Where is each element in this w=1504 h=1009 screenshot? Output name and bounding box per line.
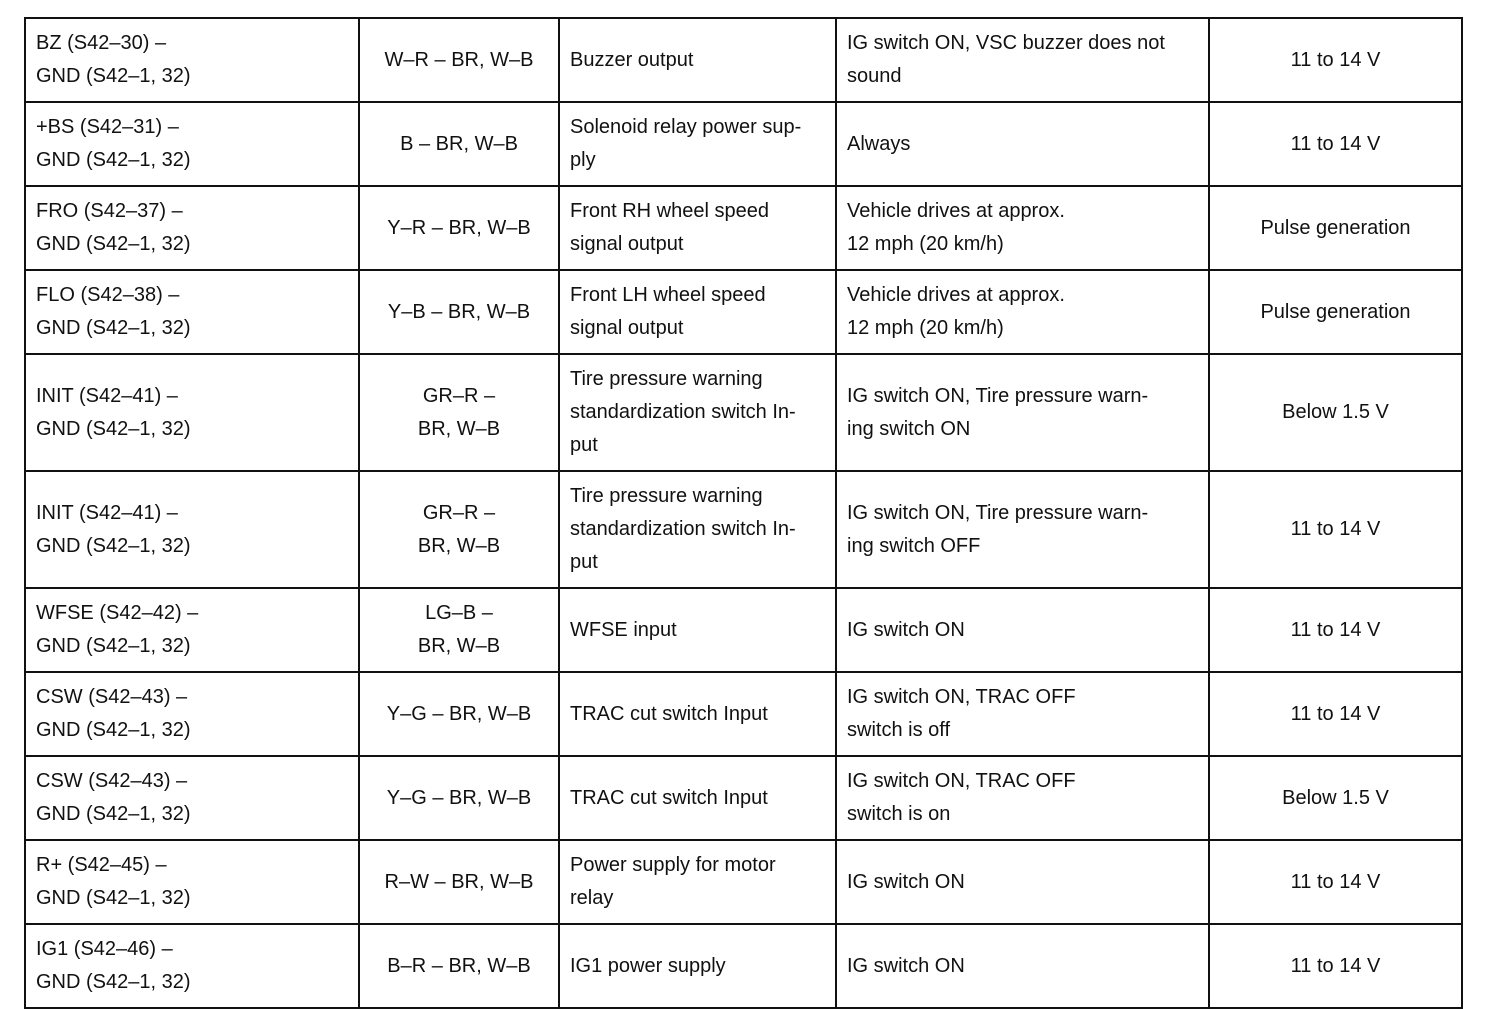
terminal-cell [25, 354, 359, 471]
terminal-description-cell-line: Front LH wheel speed [570, 284, 766, 306]
terminal-description-cell [559, 102, 836, 186]
wiring-color-cell [359, 102, 559, 186]
terminal-cell [25, 840, 359, 924]
condition-cell [836, 18, 1209, 102]
table-row [25, 672, 1462, 756]
terminal-cell [25, 102, 359, 186]
specified-condition-cell-value: 11 to 14 V [1290, 48, 1381, 71]
terminal-cell-line: GND (S42–1, 32) [36, 317, 191, 339]
specified-condition-cell [1209, 756, 1462, 840]
terminal-description-cell [559, 840, 836, 924]
condition-cell-line: Always [847, 132, 911, 155]
terminal-description-cell-line: put [570, 434, 598, 456]
wiring-color-cell [359, 18, 559, 102]
condition-cell-line: switch is off [847, 719, 950, 741]
specified-condition-cell-value: Pulse generation [1260, 216, 1411, 239]
terminal-cell-line: GND (S42–1, 32) [36, 417, 191, 440]
terminal-cell-line: GND (S42–1, 32) [36, 149, 191, 171]
condition-cell [836, 672, 1209, 756]
wiring-color-cell-line: W–R – BR, W–B [384, 48, 534, 71]
condition-cell [836, 102, 1209, 186]
specified-condition-cell-value: 11 to 14 V [1290, 518, 1381, 540]
condition-cell-line: IG switch ON [847, 954, 965, 977]
terminal-description-cell-line: Solenoid relay power sup- [570, 116, 802, 138]
specified-condition-cell [1209, 672, 1462, 756]
terminal-cell-line: CSW (S42–43) – [36, 686, 188, 708]
specified-condition-cell-value: 11 to 14 V [1290, 132, 1381, 155]
specified-condition-cell [1209, 354, 1462, 471]
wiring-color-cell [359, 672, 559, 756]
wiring-color-cell [359, 588, 559, 672]
terminal-cell-line: +BS (S42–31) – [36, 116, 179, 138]
table-row [25, 588, 1462, 672]
terminal-cell-line: INIT (S42–41) – [36, 501, 178, 524]
condition-cell-line: IG switch ON [847, 618, 965, 641]
condition-cell [836, 186, 1209, 270]
condition-cell-line: IG switch ON, TRAC OFF [847, 770, 1076, 792]
terminal-cell-line: R+ (S42–45) – [36, 854, 167, 876]
table-row [25, 840, 1462, 924]
wiring-color-cell [359, 270, 559, 354]
specified-condition-cell [1209, 102, 1462, 186]
wiring-color-cell [359, 840, 559, 924]
terminal-cell-line: FRO (S42–37) – [36, 200, 183, 222]
condition-cell-line: switch is on [847, 803, 951, 825]
table-row [25, 471, 1462, 588]
terminal-cell [25, 672, 359, 756]
wiring-color-cell [359, 756, 559, 840]
specified-condition-cell-value: 11 to 14 V [1290, 618, 1381, 641]
terminal-description-cell-line: standardization switch In- [570, 518, 796, 540]
condition-cell [836, 588, 1209, 672]
condition-cell [836, 354, 1209, 471]
terminal-cell-line: BZ (S42–30) – [36, 32, 167, 54]
terminal-cell-line: GND (S42–1, 32) [36, 635, 191, 657]
table-row [25, 186, 1462, 270]
specified-condition-cell [1209, 18, 1462, 102]
specified-condition-cell [1209, 471, 1462, 588]
condition-cell-line: ing switch OFF [847, 534, 981, 557]
wiring-color-cell-line: LG–B – [425, 602, 493, 624]
terminal-spec-table [24, 17, 1463, 1009]
terminal-description-cell [559, 186, 836, 270]
condition-cell [836, 471, 1209, 588]
wiring-color-cell-line: R–W – BR, W–B [384, 870, 534, 893]
terminal-description-cell [559, 471, 836, 588]
condition-cell-line: Vehicle drives at approx. [847, 200, 1065, 222]
terminal-cell-line: IG1 (S42–46) – [36, 938, 173, 960]
wiring-color-cell [359, 471, 559, 588]
condition-cell [836, 840, 1209, 924]
terminal-cell-line: GND (S42–1, 32) [36, 971, 191, 993]
table-row [25, 924, 1462, 1008]
table-row [25, 756, 1462, 840]
terminal-description-cell [559, 18, 836, 102]
terminal-description-cell-line: relay [570, 887, 614, 909]
wiring-color-cell-line: GR–R – [422, 384, 496, 407]
condition-cell [836, 756, 1209, 840]
wiring-color-cell [359, 186, 559, 270]
terminal-description-cell-line: Buzzer output [570, 48, 694, 71]
terminal-cell [25, 270, 359, 354]
wiring-color-cell-line: Y–G – BR, W–B [386, 786, 532, 809]
wiring-color-cell-line: BR, W–B [417, 534, 501, 557]
terminal-description-cell [559, 588, 836, 672]
terminal-cell-line: GND (S42–1, 32) [36, 534, 191, 557]
terminal-description-cell-line: Tire pressure warning [570, 485, 763, 507]
terminal-cell [25, 471, 359, 588]
terminal-cell-line: GND (S42–1, 32) [36, 887, 191, 909]
terminal-cell-line: INIT (S42–41) – [36, 384, 178, 407]
specified-condition-cell [1209, 588, 1462, 672]
condition-cell-line: IG switch ON, VSC buzzer does not [847, 32, 1165, 54]
wiring-color-cell-line: BR, W–B [417, 417, 501, 440]
terminal-cell-line: GND (S42–1, 32) [36, 233, 191, 255]
terminal-description-cell-line: Power supply for motor [570, 854, 776, 876]
terminal-cell-line: FLO (S42–38) – [36, 284, 180, 306]
specified-condition-cell-value: 11 to 14 V [1290, 870, 1381, 893]
terminal-description-cell [559, 270, 836, 354]
terminal-cell [25, 756, 359, 840]
specified-condition-cell [1209, 924, 1462, 1008]
terminal-description-cell-line: TRAC cut switch Input [570, 702, 768, 725]
table-row [25, 354, 1462, 471]
specified-condition-cell-value: Below 1.5 V [1282, 786, 1389, 809]
table-row [25, 102, 1462, 186]
wiring-color-cell-line: BR, W–B [417, 635, 501, 657]
terminal-description-cell-line: ply [570, 149, 596, 171]
condition-cell-line: 12 mph (20 km/h) [847, 233, 1004, 255]
wiring-color-cell-line: GR–R – [422, 501, 496, 524]
condition-cell-line: IG switch ON, Tire pressure warn- [847, 384, 1149, 407]
terminal-description-cell-line: put [570, 551, 598, 573]
terminal-description-cell-line: Tire pressure warning [570, 368, 763, 390]
specified-condition-cell [1209, 186, 1462, 270]
specified-condition-cell [1209, 840, 1462, 924]
condition-cell-line: IG switch ON, Tire pressure warn- [847, 501, 1149, 524]
wiring-color-cell [359, 354, 559, 471]
condition-cell [836, 270, 1209, 354]
terminal-cell-line: GND (S42–1, 32) [36, 65, 191, 87]
specified-condition-cell-value: Below 1.5 V [1282, 401, 1389, 423]
wiring-color-cell-line: B–R – BR, W–B [387, 954, 531, 977]
terminal-cell [25, 924, 359, 1008]
condition-cell-line: ing switch ON [847, 417, 971, 440]
terminal-cell-line: GND (S42–1, 32) [36, 719, 191, 741]
terminal-cell-line: CSW (S42–43) – [36, 770, 188, 792]
specified-condition-cell-value: 11 to 14 V [1290, 954, 1381, 977]
table-row [25, 270, 1462, 354]
terminal-cell-line: GND (S42–1, 32) [36, 803, 191, 825]
terminal-cell [25, 18, 359, 102]
terminal-description-cell-line: TRAC cut switch Input [570, 786, 768, 809]
condition-cell [836, 924, 1209, 1008]
condition-cell-line: 12 mph (20 km/h) [847, 317, 1004, 339]
wiring-color-cell-line: Y–B – BR, W–B [387, 300, 531, 323]
terminal-description-cell-line: standardization switch In- [570, 401, 796, 423]
specified-condition-cell [1209, 270, 1462, 354]
condition-cell-line: IG switch ON [847, 870, 965, 893]
condition-cell-line: Vehicle drives at approx. [847, 284, 1065, 306]
terminal-cell [25, 588, 359, 672]
terminal-description-cell-line: signal output [570, 233, 684, 255]
table-row [25, 18, 1462, 102]
terminal-description-cell-line: signal output [570, 317, 684, 339]
terminal-description-cell-line: Front RH wheel speed [570, 200, 769, 222]
specified-condition-cell-value: 11 to 14 V [1290, 702, 1381, 725]
terminal-cell [25, 186, 359, 270]
terminal-description-cell [559, 924, 836, 1008]
terminal-cell-line: WFSE (S42–42) – [36, 602, 199, 624]
wiring-color-cell-line: B – BR, W–B [400, 132, 518, 155]
specified-condition-cell-value: Pulse generation [1260, 300, 1411, 323]
terminal-description-cell [559, 756, 836, 840]
wiring-color-cell-line: Y–G – BR, W–B [386, 702, 532, 725]
terminal-description-cell-line: IG1 power supply [570, 954, 726, 977]
wiring-color-cell [359, 924, 559, 1008]
wiring-color-cell-line: Y–R – BR, W–B [387, 216, 531, 239]
terminal-description-cell [559, 354, 836, 471]
terminal-spec-table-body [25, 18, 1462, 1008]
terminal-description-cell-line: WFSE input [570, 618, 677, 641]
terminal-description-cell [559, 672, 836, 756]
condition-cell-line: IG switch ON, TRAC OFF [847, 686, 1076, 708]
condition-cell-line: sound [847, 65, 902, 87]
